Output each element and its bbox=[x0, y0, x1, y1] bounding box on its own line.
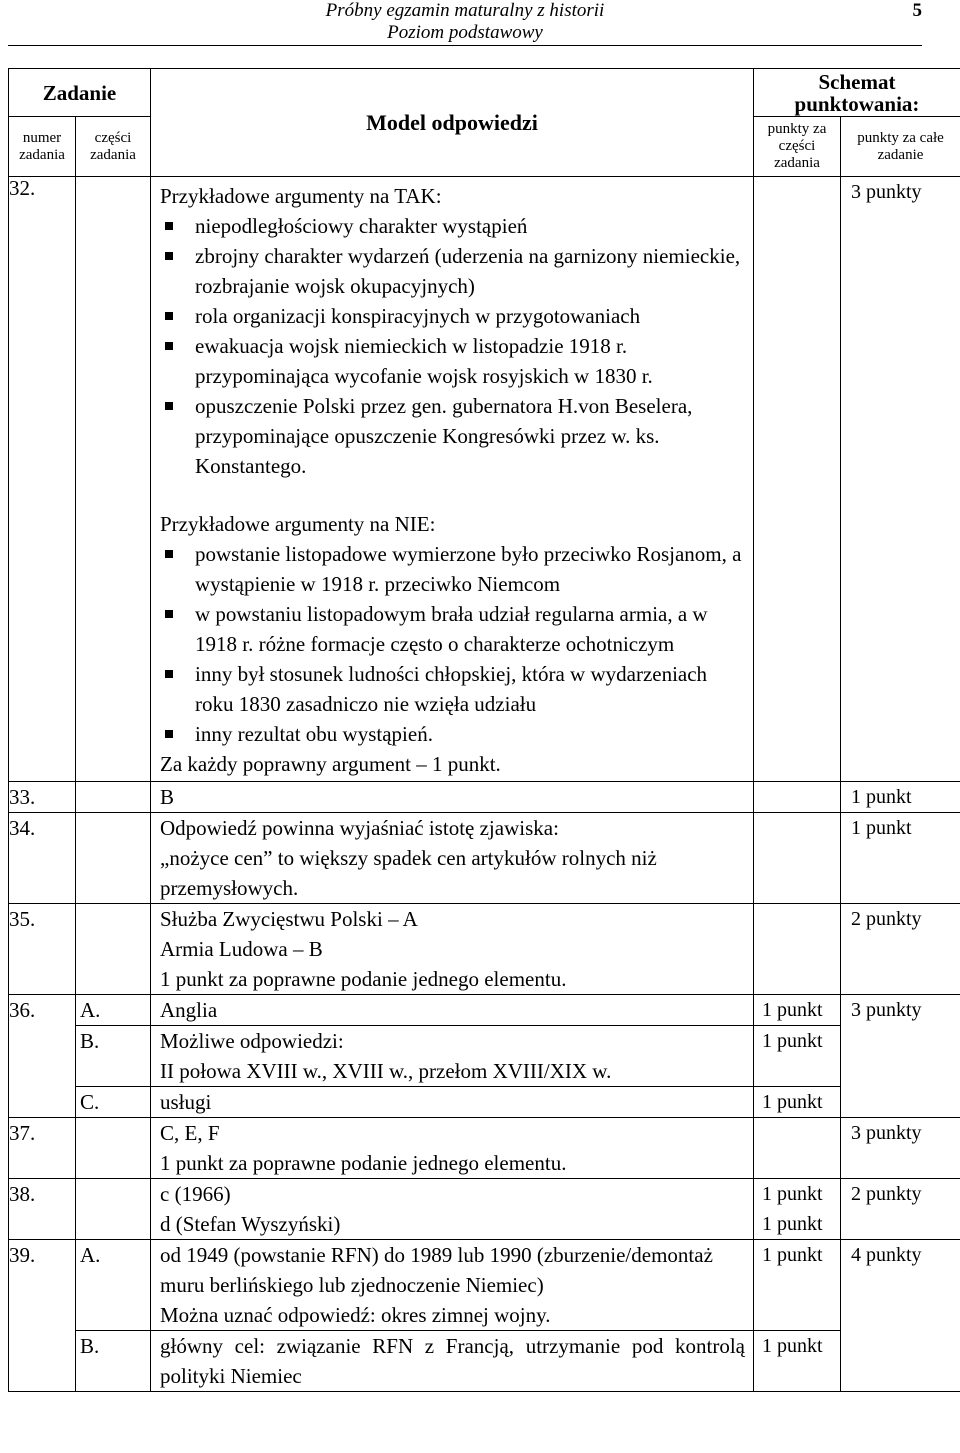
scoring-note: Za każdy poprawny argument – 1 punkt. bbox=[160, 752, 501, 776]
col-header-punkty-czesci: punkty za części zadania bbox=[754, 117, 841, 177]
part-points: 1 punkt bbox=[754, 1240, 841, 1331]
total-points: 2 punkty bbox=[841, 1179, 960, 1240]
part-points: 1 punkt bbox=[754, 995, 841, 1026]
page-header bbox=[0, 0, 960, 48]
question-number: 37. bbox=[9, 1118, 76, 1179]
col-header-model: Model odpowiedzi bbox=[151, 69, 754, 177]
list-item: rola organizacji konspiracyjnych w przygotowaniach bbox=[160, 301, 745, 331]
list-item: w powstaniu listopadowym brała udział regularna armia, a w 1918 r. różne formacje często o charakterze ochotniczym bbox=[160, 599, 745, 659]
question-36-row-b bbox=[9, 1026, 960, 1087]
answer-text: główny cel: związanie RFN z Francją, utrzymanie pod kontrolą polityki Niemiec bbox=[160, 1334, 745, 1388]
answer-text: B bbox=[151, 782, 754, 813]
part-points: 1 punkt bbox=[754, 1087, 841, 1118]
question-38-row bbox=[9, 1179, 960, 1240]
question-36-row-c bbox=[9, 1087, 960, 1118]
exam-level: Poziom podstawowy bbox=[387, 22, 543, 43]
total-points: 3 punkty bbox=[841, 1118, 960, 1179]
question-number: 39. bbox=[9, 1240, 76, 1392]
question-32-content bbox=[151, 177, 754, 782]
total-points: 2 punkty bbox=[841, 904, 960, 995]
answer-text: Armia Ludowa – B bbox=[160, 937, 323, 961]
total-points: 1 punkt bbox=[841, 782, 960, 813]
question-32-row bbox=[9, 177, 960, 782]
answer-text: C, E, F bbox=[160, 1121, 220, 1145]
answer-text: usługi bbox=[151, 1087, 754, 1118]
total-points: 4 punkty bbox=[841, 1240, 960, 1392]
answer-text: Odpowiedź powinna wyjaśniać istotę zjawiska: bbox=[160, 816, 559, 840]
answer-text: Anglia bbox=[151, 995, 754, 1026]
col-header-punkty-cale: punkty za całe zadanie bbox=[841, 117, 960, 177]
question-35-row bbox=[9, 904, 960, 995]
col-header-zadanie: Zadanie bbox=[9, 69, 151, 117]
question-number: 34. bbox=[9, 813, 76, 904]
list-item: niepodległościowy charakter wystąpień bbox=[160, 211, 745, 241]
answer-text: „nożyce cen” to większy spadek cen artykułów rolnych niż przemysłowych. bbox=[160, 846, 657, 900]
list-item: inny rezultat obu wystąpień. bbox=[160, 719, 745, 749]
list-item: opuszczenie Polski przez gen. gubernatora H.von Beselera, przypominające opuszczenie Kongresówki przez w. ks. Konstantego. bbox=[160, 391, 745, 481]
col-header-czesci: części zadania bbox=[76, 117, 151, 177]
question-number: 32. bbox=[9, 177, 76, 782]
answer-text: II połowa XVIII w., XVIII w., przełom XVIII/XIX w. bbox=[160, 1059, 612, 1083]
total-points: 3 punkty bbox=[841, 177, 960, 782]
part-points: 1 punkt bbox=[762, 1183, 823, 1205]
question-36-row-a bbox=[9, 995, 960, 1026]
part-label: B. bbox=[76, 1331, 151, 1392]
answer-text: d (Stefan Wyszyński) bbox=[160, 1212, 341, 1236]
scoring-note: 1 punkt za poprawne podanie jednego elementu. bbox=[160, 967, 567, 991]
list-item: zbrojny charakter wydarzeń (uderzenia na garnizony niemieckie, rozbrajanie wojsk okupacyjnych) bbox=[160, 241, 745, 301]
scoring-note: 1 punkt za poprawne podanie jednego elementu. bbox=[160, 1151, 567, 1175]
col-header-schemat: Schemat punktowania: bbox=[754, 69, 960, 117]
question-37-row bbox=[9, 1118, 960, 1179]
scoring-note: Można uznać odpowiedź: okres zimnej wojny. bbox=[160, 1303, 551, 1327]
answer-text: od 1949 (powstanie RFN) do 1989 lub 1990 (zburzenie/demontaż muru berlińskiego lub zjednoczenie Niemiec) bbox=[160, 1243, 713, 1297]
answer-key-table bbox=[8, 68, 960, 1392]
question-number: 38. bbox=[9, 1179, 76, 1240]
part-label: A. bbox=[76, 1240, 151, 1331]
answer-text: Służba Zwycięstwu Polski – A bbox=[160, 907, 418, 931]
part-label: B. bbox=[76, 1026, 151, 1087]
tak-list bbox=[160, 211, 745, 481]
part-points: 1 punkt bbox=[754, 1026, 841, 1087]
exam-title: Próbny egzamin maturalny z historii bbox=[325, 0, 605, 21]
question-34-row bbox=[9, 813, 960, 904]
answer-text: c (1966) bbox=[160, 1182, 231, 1206]
part-points: 1 punkt bbox=[762, 1213, 823, 1235]
nie-heading: Przykładowe argumenty na NIE: bbox=[160, 512, 436, 536]
question-number: 35. bbox=[9, 904, 76, 995]
question-33-row bbox=[9, 782, 960, 813]
col-header-numer: numer zadania bbox=[9, 117, 76, 177]
header-rule bbox=[8, 45, 922, 46]
list-item: inny był stosunek ludności chłopskiej, która w wydarzeniach roku 1830 zasadniczo nie wzięła udziału bbox=[160, 659, 745, 719]
part-points: 1 punkt bbox=[754, 1331, 841, 1392]
answer-text: Możliwe odpowiedzi: bbox=[160, 1029, 344, 1053]
part-label: A. bbox=[76, 995, 151, 1026]
question-39-row-b bbox=[9, 1331, 960, 1392]
total-points: 1 punkt bbox=[841, 813, 960, 904]
question-number: 36. bbox=[9, 995, 76, 1118]
total-points: 3 punkty bbox=[841, 995, 960, 1118]
list-item: powstanie listopadowe wymierzone było przeciwko Rosjanom, a wystąpienie w 1918 r. przeciwko Niemcom bbox=[160, 539, 745, 599]
part-label: C. bbox=[76, 1087, 151, 1118]
tak-heading: Przykładowe argumenty na TAK: bbox=[160, 184, 442, 208]
question-number: 33. bbox=[9, 782, 76, 813]
nie-list bbox=[160, 539, 745, 749]
question-39-row-a bbox=[9, 1240, 960, 1331]
page-number: 5 bbox=[912, 0, 922, 21]
list-item: ewakuacja wojsk niemieckich w listopadzie 1918 r. przypominająca wycofanie wojsk rosyjskich w 1830 r. bbox=[160, 331, 745, 391]
